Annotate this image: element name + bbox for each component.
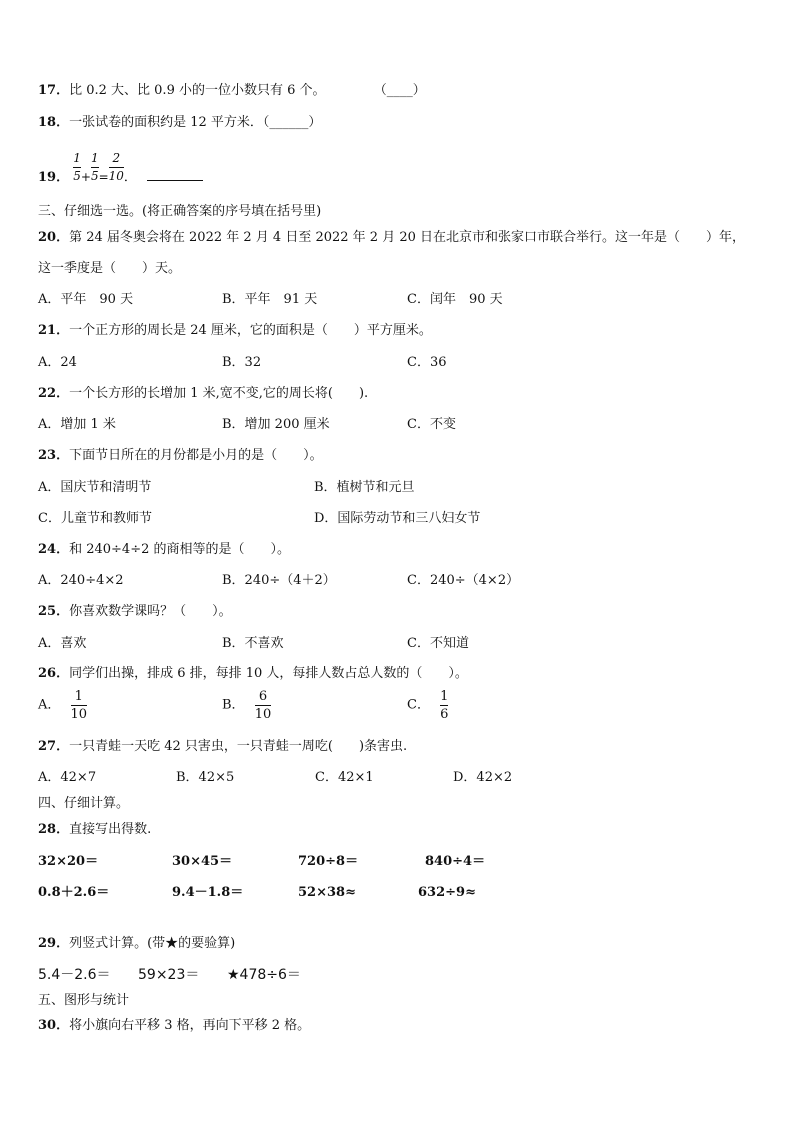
- q23-option-a[interactable]: A．国庆节和清明节: [38, 480, 152, 495]
- question-text: 同学们出操，排成 6 排，每排 10 人，每排人数占总人数的（ ）。: [69, 666, 468, 681]
- plus-sign: +: [80, 170, 91, 184]
- answer-blank[interactable]: [147, 167, 203, 181]
- question-23: [38, 447, 323, 465]
- denominator: 5: [73, 169, 81, 183]
- fraction-one-fifth-a: [73, 151, 81, 184]
- q23-option-d[interactable]: D．国际劳动节和三八妇女节: [314, 511, 481, 526]
- question-number: 23．: [38, 448, 70, 463]
- q20-option-a[interactable]: A．平年 90 天: [38, 292, 134, 307]
- question-number: 27．: [38, 739, 70, 754]
- question-number: 19．: [38, 170, 70, 185]
- fraction-two-tenths: [109, 151, 124, 184]
- question-number: 29．: [38, 936, 70, 951]
- option-letter: A．: [38, 697, 61, 713]
- question-19: [38, 148, 203, 186]
- calc-item[interactable]: 632÷9≈: [418, 885, 476, 900]
- question-text: 列竖式计算。(带★的要验算): [69, 936, 236, 951]
- calc-item[interactable]: 32×20＝: [38, 854, 99, 869]
- q23-option-c[interactable]: C．儿童节和教师节: [38, 511, 152, 526]
- question-20: [38, 229, 745, 247]
- question-number: 25．: [38, 604, 70, 619]
- q22-option-b[interactable]: B．增加 200 厘米: [222, 417, 330, 432]
- question-text: 一只青蛙一天吃 42 只害虫，一只青蛙一周吃( )条害虫.: [69, 739, 408, 754]
- q27-option-d[interactable]: D．42×2: [453, 770, 513, 785]
- calc-item[interactable]: 840÷4＝: [425, 854, 486, 869]
- question-number: 18．: [38, 115, 70, 130]
- section-5-heading: 五、图形与统计: [38, 993, 130, 1008]
- question-number: 20．: [38, 230, 70, 245]
- question-text: 和 240÷4÷2 的商相等的是（ ）。: [69, 542, 290, 557]
- q23-option-b[interactable]: B．植树节和元旦: [314, 480, 415, 495]
- q24-option-a[interactable]: A．240÷4×2: [38, 573, 124, 588]
- question-22: [38, 385, 368, 403]
- calc-item[interactable]: 9.4－1.8＝: [172, 885, 244, 900]
- question-text: 一个正方形的周长是 24 厘米，它的面积是（ ）平方厘米。: [69, 323, 432, 338]
- question-text: 将小旗向右平移 3 格，再向下平移 2 格。: [69, 1018, 311, 1033]
- question-26: [38, 665, 468, 683]
- denominator: 10: [254, 707, 272, 722]
- question-number: 22．: [38, 386, 70, 401]
- question-30: [38, 1017, 310, 1035]
- option-letter: B．: [222, 697, 245, 713]
- question-number: 17．: [38, 83, 70, 98]
- calc-item[interactable]: 720÷8＝: [298, 854, 359, 869]
- question-24: [38, 541, 290, 559]
- section-3-heading: 三、仔细选一选。(将正确答案的序号填在括号里): [38, 204, 322, 219]
- q26-option-b[interactable]: [222, 689, 271, 722]
- question-21: [38, 322, 432, 340]
- q20-option-c[interactable]: C．闰年 90 天: [407, 292, 503, 307]
- denominator: 5: [90, 169, 99, 183]
- question-text: 你喜欢数学课吗？（ ）。: [69, 604, 232, 619]
- q26-option-c[interactable]: [407, 689, 448, 722]
- q25-option-c[interactable]: C．不知道: [407, 636, 469, 651]
- numerator: 2: [112, 151, 121, 165]
- question-number: 26．: [38, 666, 70, 681]
- question-number: 30．: [38, 1018, 70, 1033]
- section-4-heading: 四、仔细计算。: [38, 796, 130, 811]
- q22-option-a[interactable]: A．增加 1 米: [38, 417, 116, 432]
- question-28: [38, 821, 151, 839]
- q21-option-c[interactable]: C．36: [407, 355, 447, 370]
- period: ．: [123, 170, 137, 185]
- numerator: 6: [258, 689, 268, 704]
- q20-option-b[interactable]: B．平年 91 天: [222, 292, 318, 307]
- q24-option-b[interactable]: B．240÷（4＋2）: [222, 573, 336, 588]
- denominator: 10: [70, 707, 88, 722]
- q27-option-b[interactable]: B．42×5: [176, 770, 235, 785]
- calc-item[interactable]: 52×38≈: [298, 885, 356, 900]
- question-18: [38, 114, 321, 132]
- question-text: 一个长方形的长增加 1 米,宽不变,它的周长将( ).: [69, 386, 369, 401]
- q27-option-a[interactable]: A．42×7: [38, 770, 97, 785]
- question-text: 直接写出得数.: [69, 822, 152, 837]
- question-text: 比 0.2 大、比 0.9 小的一位小数只有 6 个。: [69, 83, 326, 98]
- vertical-calc-item[interactable]: 5.4－2.6＝: [38, 967, 111, 983]
- question-17: [38, 82, 426, 100]
- vertical-calc-item[interactable]: 59×23＝: [138, 967, 200, 983]
- numerator: 1: [90, 151, 99, 165]
- numerator: 1: [440, 689, 449, 704]
- numerator: 1: [73, 151, 81, 165]
- numerator: 1: [74, 689, 83, 704]
- q21-option-a[interactable]: A．24: [38, 355, 77, 370]
- question-27: [38, 738, 407, 756]
- answer-paren[interactable]: （____）: [373, 83, 426, 98]
- calc-item[interactable]: 30×45＝: [172, 854, 233, 869]
- fraction-option-a: [71, 689, 88, 722]
- q26-option-a[interactable]: [38, 689, 87, 722]
- question-20-text-cont: 这一季度是（ ）天。: [38, 261, 182, 276]
- q22-option-c[interactable]: C．不变: [407, 417, 456, 432]
- q24-option-c[interactable]: C．240÷（4×2）: [407, 573, 520, 588]
- question-text: 第 24 届冬奥会将在 2022 年 2 月 4 日至 2022 年 2 月 20 日在北京市和张家口市联合举行。这一年是（ ）年，: [69, 230, 746, 245]
- q25-option-a[interactable]: A．喜欢: [38, 636, 87, 651]
- fraction-one-fifth-b: [91, 151, 99, 184]
- option-letter: C．: [407, 697, 430, 713]
- q25-option-b[interactable]: B．不喜欢: [222, 636, 284, 651]
- question-number: 24．: [38, 542, 70, 557]
- question-text[interactable]: 一张试卷的面积约是 12 平方米．（______）: [69, 115, 322, 130]
- question-25: [38, 603, 232, 621]
- question-number: 28．: [38, 822, 70, 837]
- q21-option-b[interactable]: B．32: [222, 355, 262, 370]
- vertical-calc-item-check[interactable]: ★478÷6＝: [227, 967, 301, 983]
- question-29: [38, 935, 235, 953]
- denominator: 10: [108, 169, 124, 183]
- fraction-option-c: [440, 689, 448, 722]
- q27-option-c[interactable]: C．42×1: [315, 770, 374, 785]
- fraction-option-b: [255, 689, 272, 722]
- question-number: 21．: [38, 323, 70, 338]
- denominator: 6: [440, 707, 449, 722]
- question-text: 下面节日所在的月份都是小月的是（ ）。: [69, 448, 323, 463]
- equals-sign: =: [98, 170, 109, 184]
- calc-item[interactable]: 0.8＋2.6＝: [38, 885, 110, 900]
